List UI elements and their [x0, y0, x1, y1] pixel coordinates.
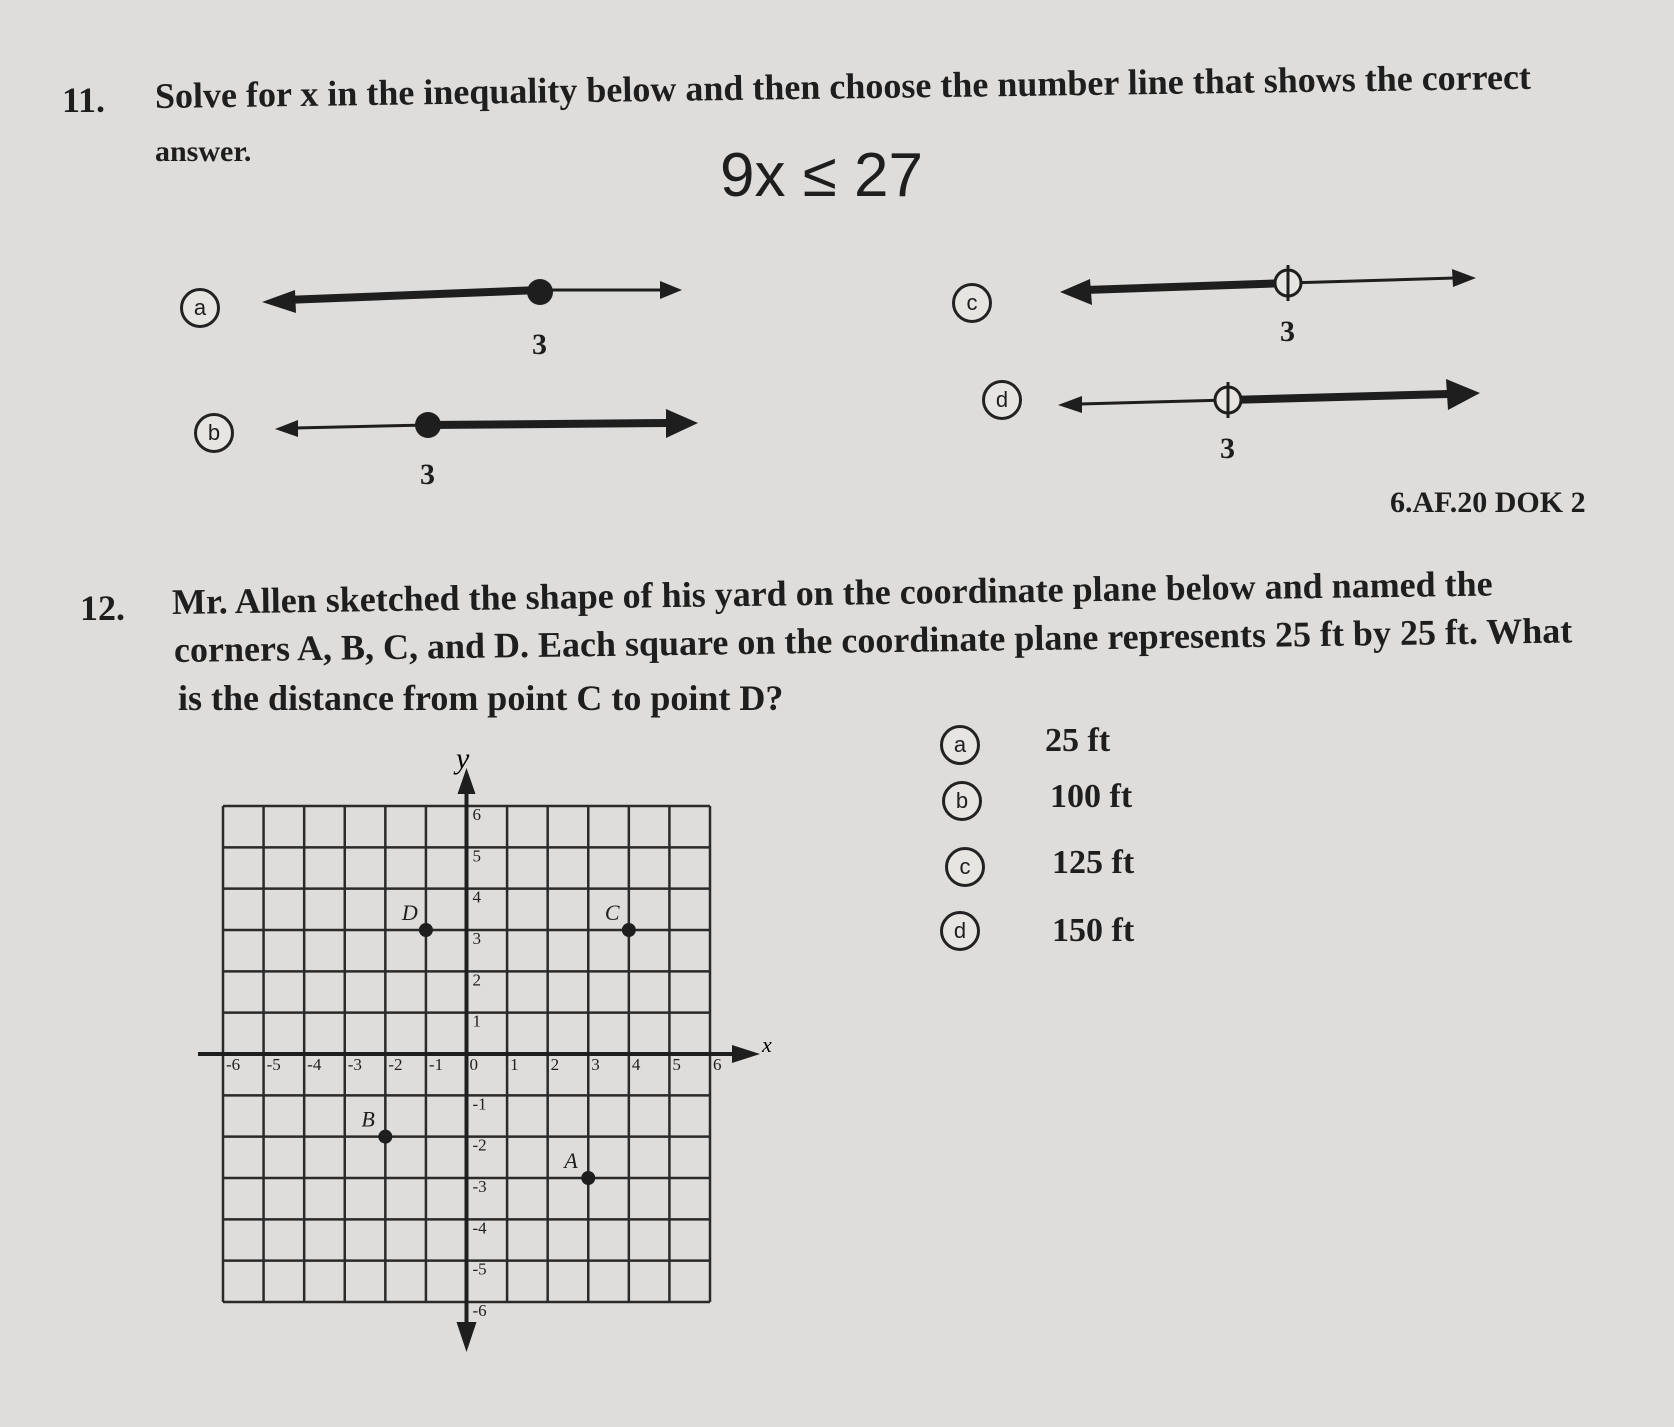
q12-question-line1: Mr. Allen sketched the shape of his yard on the coordinate plane below and named the [171, 563, 1493, 622]
x-tick-label: -4 [307, 1055, 322, 1074]
x-axis-arrow-icon [732, 1045, 760, 1063]
q12-choice-c-bubble[interactable]: c [945, 847, 985, 887]
q12-choice-d-text: 150 ft [1052, 912, 1135, 949]
point-B-label: B [361, 1106, 375, 1132]
y-tick-label: 5 [472, 846, 481, 866]
y-tick-label: -5 [472, 1259, 487, 1279]
point-A-marker [581, 1171, 595, 1185]
y-tick-label: -2 [472, 1135, 487, 1155]
x-tick-label: 5 [672, 1055, 681, 1074]
y-tick-label: -1 [472, 1094, 487, 1114]
q11-option-a-bubble[interactable]: a [180, 288, 220, 328]
x-axis-label: x [762, 1032, 772, 1057]
y-tick-label: 2 [472, 970, 481, 990]
q11-option-a-tick-label: 3 [532, 328, 547, 361]
y-tick-label: 4 [472, 887, 481, 907]
y-tick-label: -3 [472, 1177, 487, 1196]
point-D-label: D [401, 900, 418, 925]
q11-option-b-tick-label: 3 [420, 458, 435, 491]
x-tick-label: 0 [469, 1055, 478, 1074]
point-C-label: C [604, 900, 620, 925]
point-C-marker [622, 923, 636, 937]
q12-choice-a-bubble[interactable]: a [940, 725, 980, 765]
y-axis-arrow-down-icon [457, 1322, 477, 1352]
q11-option-d-bubble[interactable]: d [982, 380, 1022, 420]
x-tick-label: -1 [428, 1055, 444, 1074]
q12-number: 12. [80, 588, 125, 628]
x-tick-label: -3 [347, 1055, 362, 1074]
y-tick-label: -4 [472, 1218, 487, 1238]
x-tick-label: 4 [631, 1055, 641, 1074]
x-tick-label: 2 [550, 1055, 560, 1074]
q12-choice-b-bubble[interactable]: b [942, 781, 982, 821]
q12-choice-c-text: 125 ft [1052, 844, 1135, 881]
x-tick-label: -5 [266, 1055, 281, 1074]
q11-question-line1: Solve for x in the inequality below and then choose the number line that shows the correct [154, 56, 1532, 116]
q12-choice-d-bubble[interactable]: d [940, 911, 980, 951]
q11-option-b-bubble[interactable]: b [194, 413, 234, 453]
x-tick-label: -6 [226, 1055, 241, 1074]
y-tick-label: 3 [472, 929, 481, 948]
x-tick-label: 3 [591, 1055, 600, 1074]
q12-question-line3: is the distance from point C to point D? [178, 678, 784, 718]
point-D-marker [419, 923, 433, 937]
q11-standard-label: 6.AF.20 DOK 2 [1390, 486, 1586, 519]
q12-choice-a-text: 25 ft [1045, 722, 1111, 759]
q11-number: 11. [62, 80, 106, 120]
q12-choice-b-text: 100 ft [1050, 778, 1133, 815]
y-tick-label: 1 [472, 1011, 481, 1031]
q11-option-c-bubble[interactable]: c [952, 283, 992, 323]
point-B-marker [378, 1130, 392, 1144]
x-tick-label: 1 [510, 1055, 519, 1074]
y-axis-label: y [456, 742, 470, 775]
x-tick-label: 6 [713, 1055, 722, 1074]
y-tick-label: -6 [472, 1301, 487, 1320]
tick-labels [226, 805, 722, 1320]
plotted-points [361, 900, 635, 1185]
y-tick-label: 6 [472, 805, 481, 824]
x-tick-label: -2 [388, 1055, 403, 1074]
q11-question-line2: answer. [155, 135, 252, 168]
point-A-label: A [564, 1148, 578, 1173]
q12-question-line2: corners A, B, C, and D. Each square on the coordinate plane represents 25 ft by 25 ft. What [173, 610, 1573, 670]
q11-option-c-tick-label: 3 [1280, 315, 1295, 348]
q11-option-d-tick-label: 3 [1220, 432, 1235, 465]
q11-inequality: 9x ≤ 27 [720, 141, 923, 210]
